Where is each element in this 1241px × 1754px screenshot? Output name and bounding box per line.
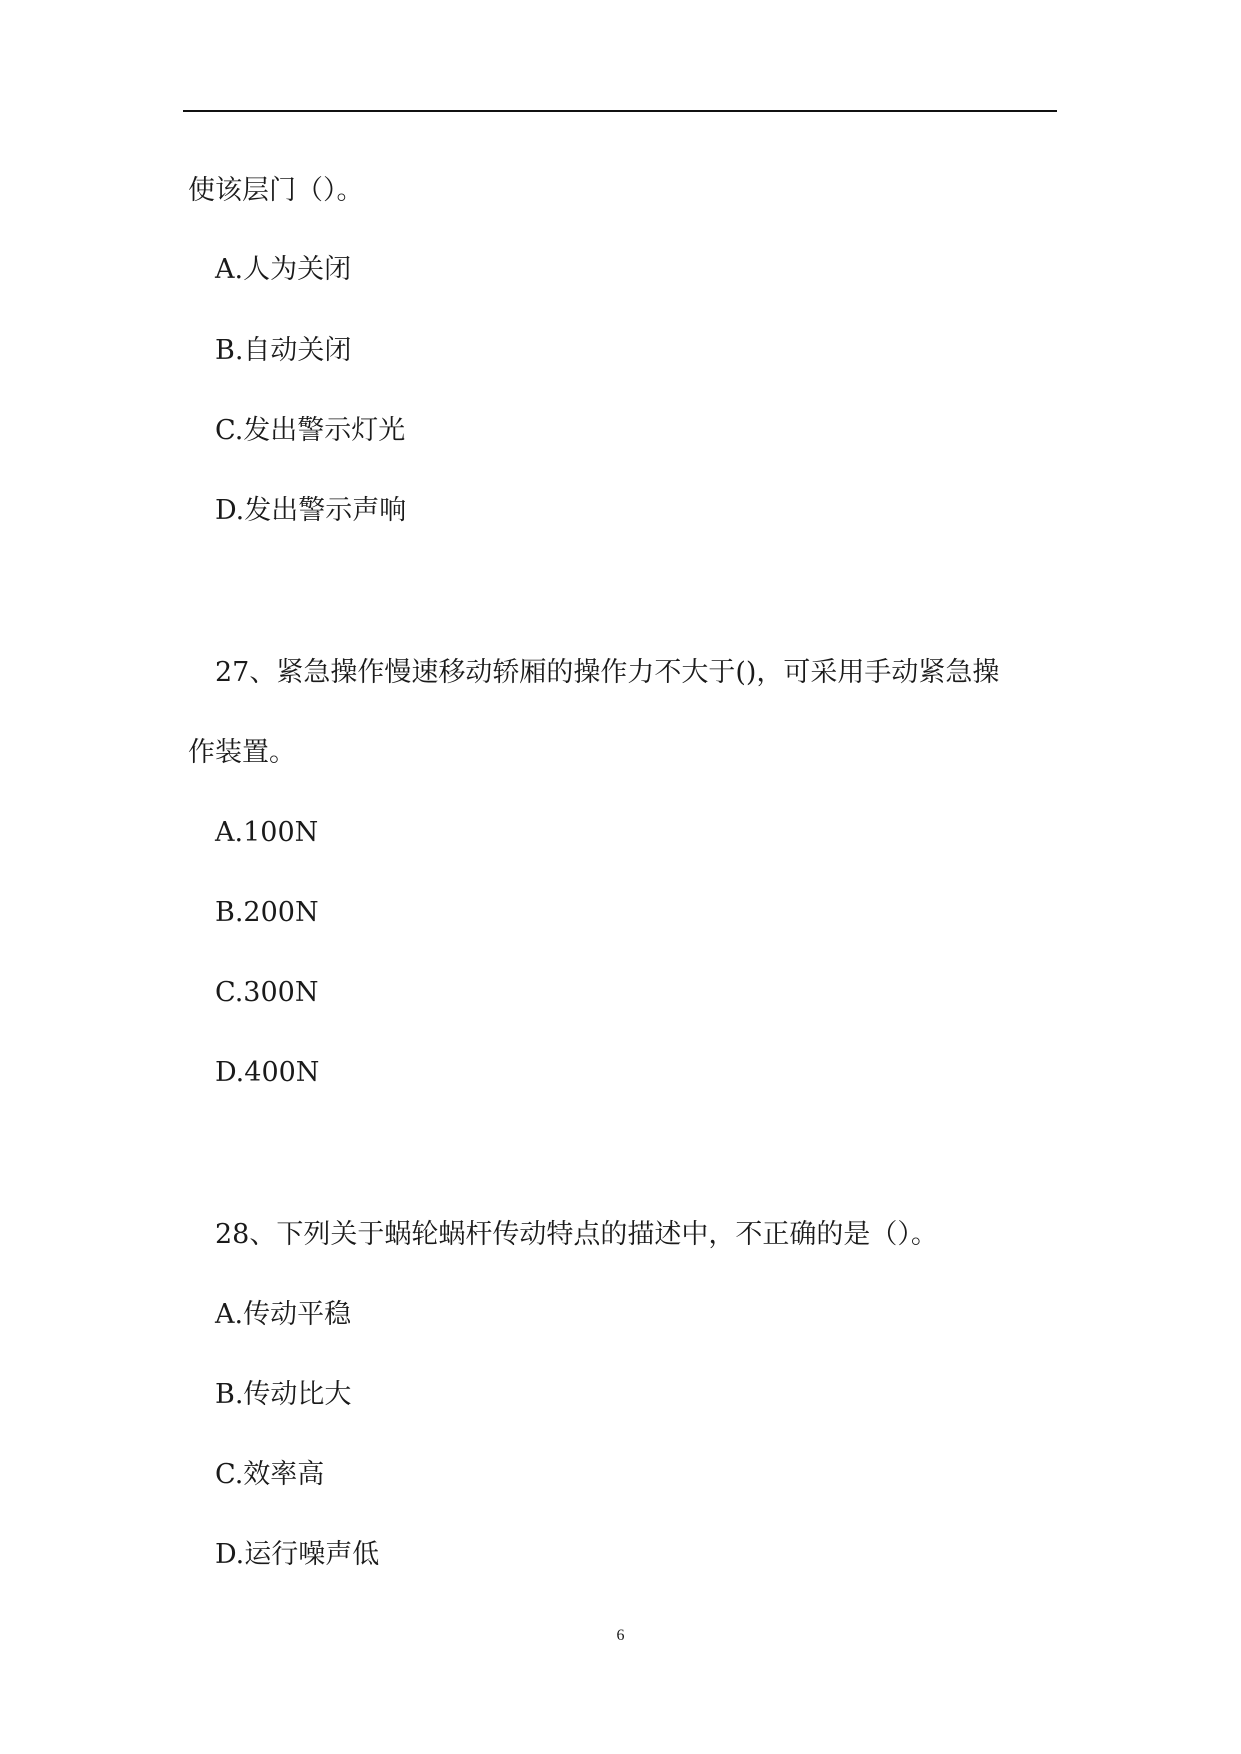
option-a: A.传动平稳 [215,1299,352,1330]
option-a: A.100N [215,817,319,848]
option-a: A.人为关闭 [215,254,352,285]
option-d: D.发出警示声响 [215,495,407,526]
option-c: C.300N [215,977,319,1008]
question-stem-line: 28、下列关于蜗轮蜗杆传动特点的描述中，不正确的是（）。 [215,1219,938,1250]
page-number: 6 [616,1627,625,1644]
option-d: D.400N [215,1057,320,1088]
option-d: D.运行噪声低 [215,1539,380,1570]
option-b: B.自动关闭 [215,335,352,366]
option-b: B.200N [215,897,319,928]
option-b: B.传动比大 [215,1379,352,1410]
question-stem-line: 27、紧急操作慢速移动轿厢的操作力不大于()，可采用手动紧急操 [215,657,1000,688]
option-c: C.发出警示灯光 [215,415,406,446]
header-rule [183,110,1057,112]
question-stem-line: 使该层门（）。 [188,175,364,206]
question-stem-line: 作装置。 [188,737,296,768]
option-c: C.效率高 [215,1459,325,1490]
